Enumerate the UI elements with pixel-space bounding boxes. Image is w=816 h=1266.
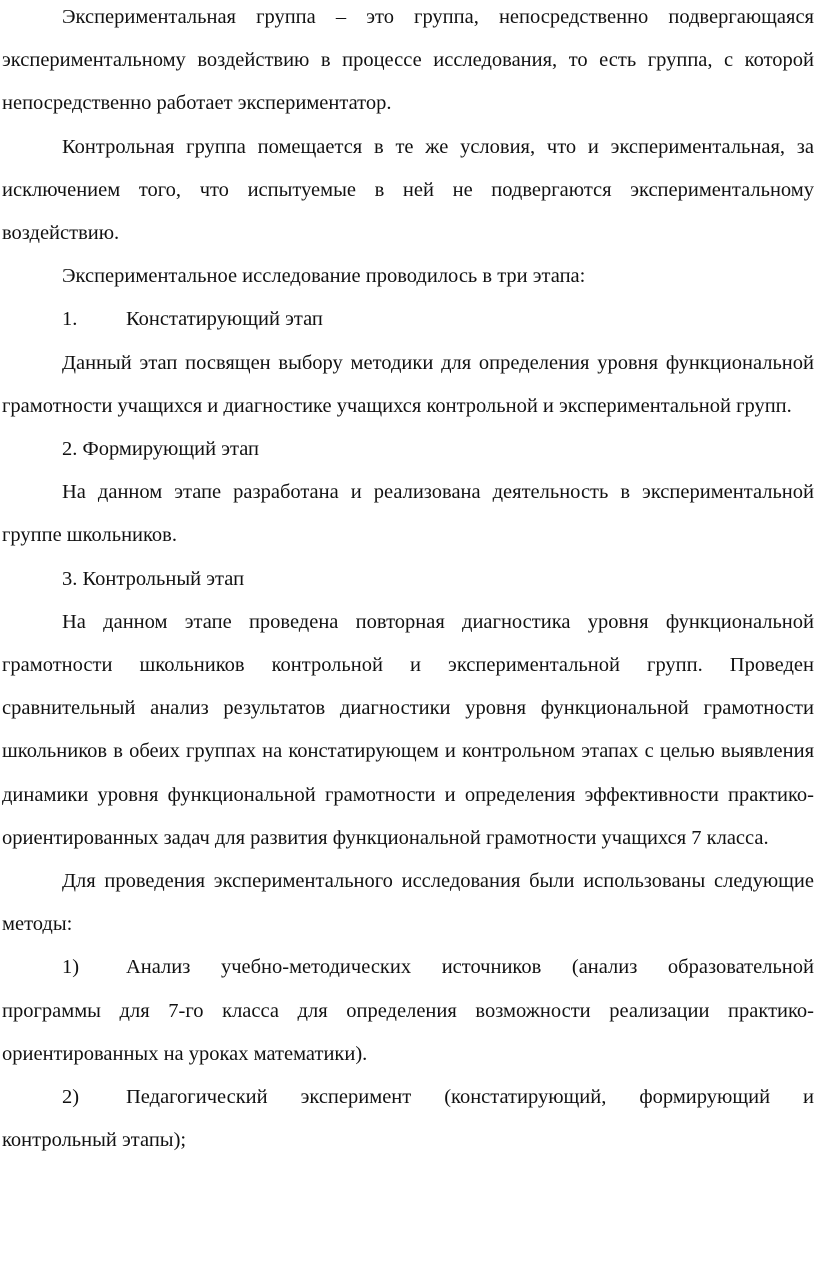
method-2-number: 2) <box>62 1086 80 1109</box>
methods-intro: Для проведения экспериментального исследования были использованы следующие методы: <box>2 870 814 936</box>
method-item-2 <box>2 1076 814 1162</box>
method-item-1 <box>2 946 814 1076</box>
method-1-text: Анализ учебно-методических источников (анализ образовательной программы для 7-го класса для определения возможности реализации практико-ориентированных на уроках математики). <box>2 956 814 1065</box>
paragraph-control-group: Контрольная группа помещается в те же условия, что и экспериментальная, за исключением того, что испытуемые в ней не подвергаются экспериментальному воздействию. <box>2 135 814 245</box>
stage2-heading: 2. Формирующий этап <box>62 438 260 461</box>
stage1-heading <box>2 298 814 341</box>
stage1-text: Данный этап посвящен выбору методики для определения уровня функциональной грамотности учащихся и диагностике учащихся контрольной и экспериментальной групп. <box>2 351 814 417</box>
stage1-title: Констатирующий этап <box>126 308 323 331</box>
stage3-text: На данном этапе проведена повторная диагностика уровня функциональной грамотности школьников контрольной и экспериментальной групп. Проведен сравнительный анализ результатов диагностики уровня функциональной грамотности школьников в обеих группах на констатирующем и контрольном этапах с целью выявления динамики уровня функциональной грамотности и определения эффективности практико-ориентированных задач для развития функциональной грамотности учащихся 7 класса. <box>2 610 814 849</box>
stage2-text: На данном этапе разработана и реализована деятельность в экспериментальной группе школьников. <box>2 481 814 547</box>
paragraph-stages-intro: Экспериментальное исследование проводилось в три этапа: <box>62 265 586 288</box>
method-2-text: Педагогический эксперимент (констатирующий, формирующий и контрольный этапы); <box>2 1086 814 1152</box>
paragraph-experimental-group: Экспериментальная группа – это группа, непосредственно подвергающаяся экспериментальному воздействию в процессе исследования, то есть группа, с которой непосредственно работает экспериментатор. <box>2 6 814 115</box>
stage1-number: 1. <box>62 308 78 331</box>
stage3-heading: 3. Контрольный этап <box>62 567 245 590</box>
method-1-number: 1) <box>62 956 80 979</box>
